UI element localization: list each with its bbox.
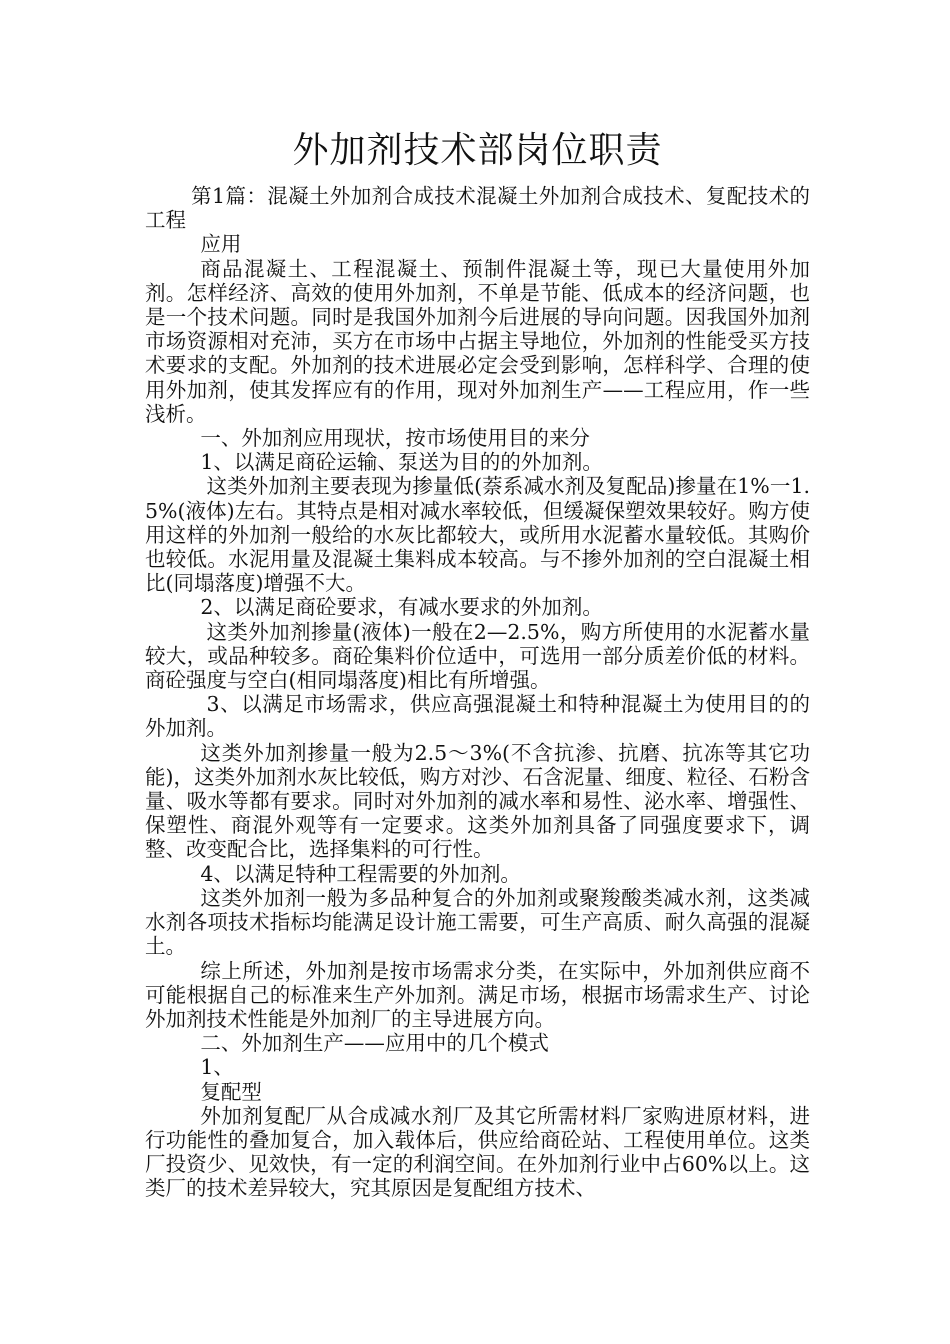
subheading-5-label: 复配型	[200, 1079, 262, 1104]
paragraph-3: 这类外加剂掺量一般为2.5～3%(不含抗渗、抗磨、抗冻等其它功能)，这类外加剂水灰比较低，购方对沙、石含泥量、细度、粒径、石粉含量、吸水等都有要求。同时对外加剂的减水率和易性、泌水率、增强性、保塑性、商混外观等有一定要求。这类外加剂具备了同强度要求下，调整、改变配合比，选择集料的可行性。	[145, 740, 810, 862]
paragraph-1: 这类外加剂主要表现为掺量低(萘系减水剂及复配品)掺量在1%一1.5%(液体)左右。其特点是相对减水率较低，但缓凝保塑效果较好。购方使用这样的外加剂一般给的水灰比都较大，或所用水泥蓄水量较低。其购价也较低。水泥用量及混凝土集料成本较高。与不掺外加剂的空白混凝土相比(同塌落度)增强不大。	[145, 474, 810, 596]
section-heading-2: 二、外加剂生产——应用中的几个模式	[200, 1031, 549, 1056]
section-heading-1: 一、外加剂应用现状，按市场使用目的来分	[200, 426, 590, 451]
subheading-2: 2、以满足商砼要求，有减水要求的外加剂。	[200, 595, 603, 620]
paragraph-4: 这类外加剂一般为多品种复合的外加剂或聚羧酸类减水剂，这类减水剂各项技术指标均能满足设计施工需要，可生产高质、耐久高强的混凝土。	[145, 885, 810, 959]
paragraph-2: 这类外加剂掺量(液体)一般在2—2.5%，购方所使用的水泥蓄水量较大，或品种较多。商砼集料价位适中，可选用一部分质差价低的材料。商砼强度与空白(相同塌落度)相比有所增强。	[145, 619, 810, 693]
article-heading: 第1篇：混凝土外加剂合成技术混凝土外加剂合成技术、复配技术的工程	[145, 184, 810, 233]
summary-paragraph: 综上所述，外加剂是按市场需求分类，在实际中，外加剂供应商不可能根据自己的标准来生产外加剂。满足市场，根据市场需求生产、讨论外加剂技术性能是外加剂厂的主导进展方向。	[145, 958, 810, 1031]
subheading-3: 3、以满足市场需求，供应高强混凝土和特种混凝土为使用目的的外加剂。	[145, 692, 810, 741]
subheading-1: 1、以满足商砼运输、泵送为目的的外加剂。	[200, 450, 603, 475]
subheading-4: 4、以满足特种工程需要的外加剂。	[200, 861, 521, 886]
document-title: 外加剂技术部岗位职责	[292, 130, 663, 171]
article-heading-cont: 应用	[200, 232, 242, 257]
intro-paragraph: 商品混凝土、工程混凝土、预制件混凝土等，现已大量使用外加剂。怎样经济、高效的使用外加剂，不单是节能、低成本的经济问题，也是一个技术问题。同时是我国外加剂今后进展的导向问题。因我国外加剂市场资源相对充沛，买方在市场中占据主导地位，外加剂的性能受买方技术要求的支配。外加剂的技术进展必定会受到影响，怎样科学、合理的使用外加剂，使其发挥应有的作用，现对外加剂生产——工程应用，作一些浅析。	[145, 256, 810, 426]
subheading-5-number: 1、	[200, 1055, 234, 1080]
document-page	[145, 128, 810, 1201]
paragraph-5: 外加剂复配厂从合成减水剂厂及其它所需材料厂家购进原材料，进行功能性的叠加复合，加入载体后，供应给商砼站、工程使用单位。这类厂投资少、见效快，有一定的利润空间。在外加剂行业中占60%以上。这类厂的技术差异较大，究其原因是复配组方技术、	[145, 1103, 810, 1201]
